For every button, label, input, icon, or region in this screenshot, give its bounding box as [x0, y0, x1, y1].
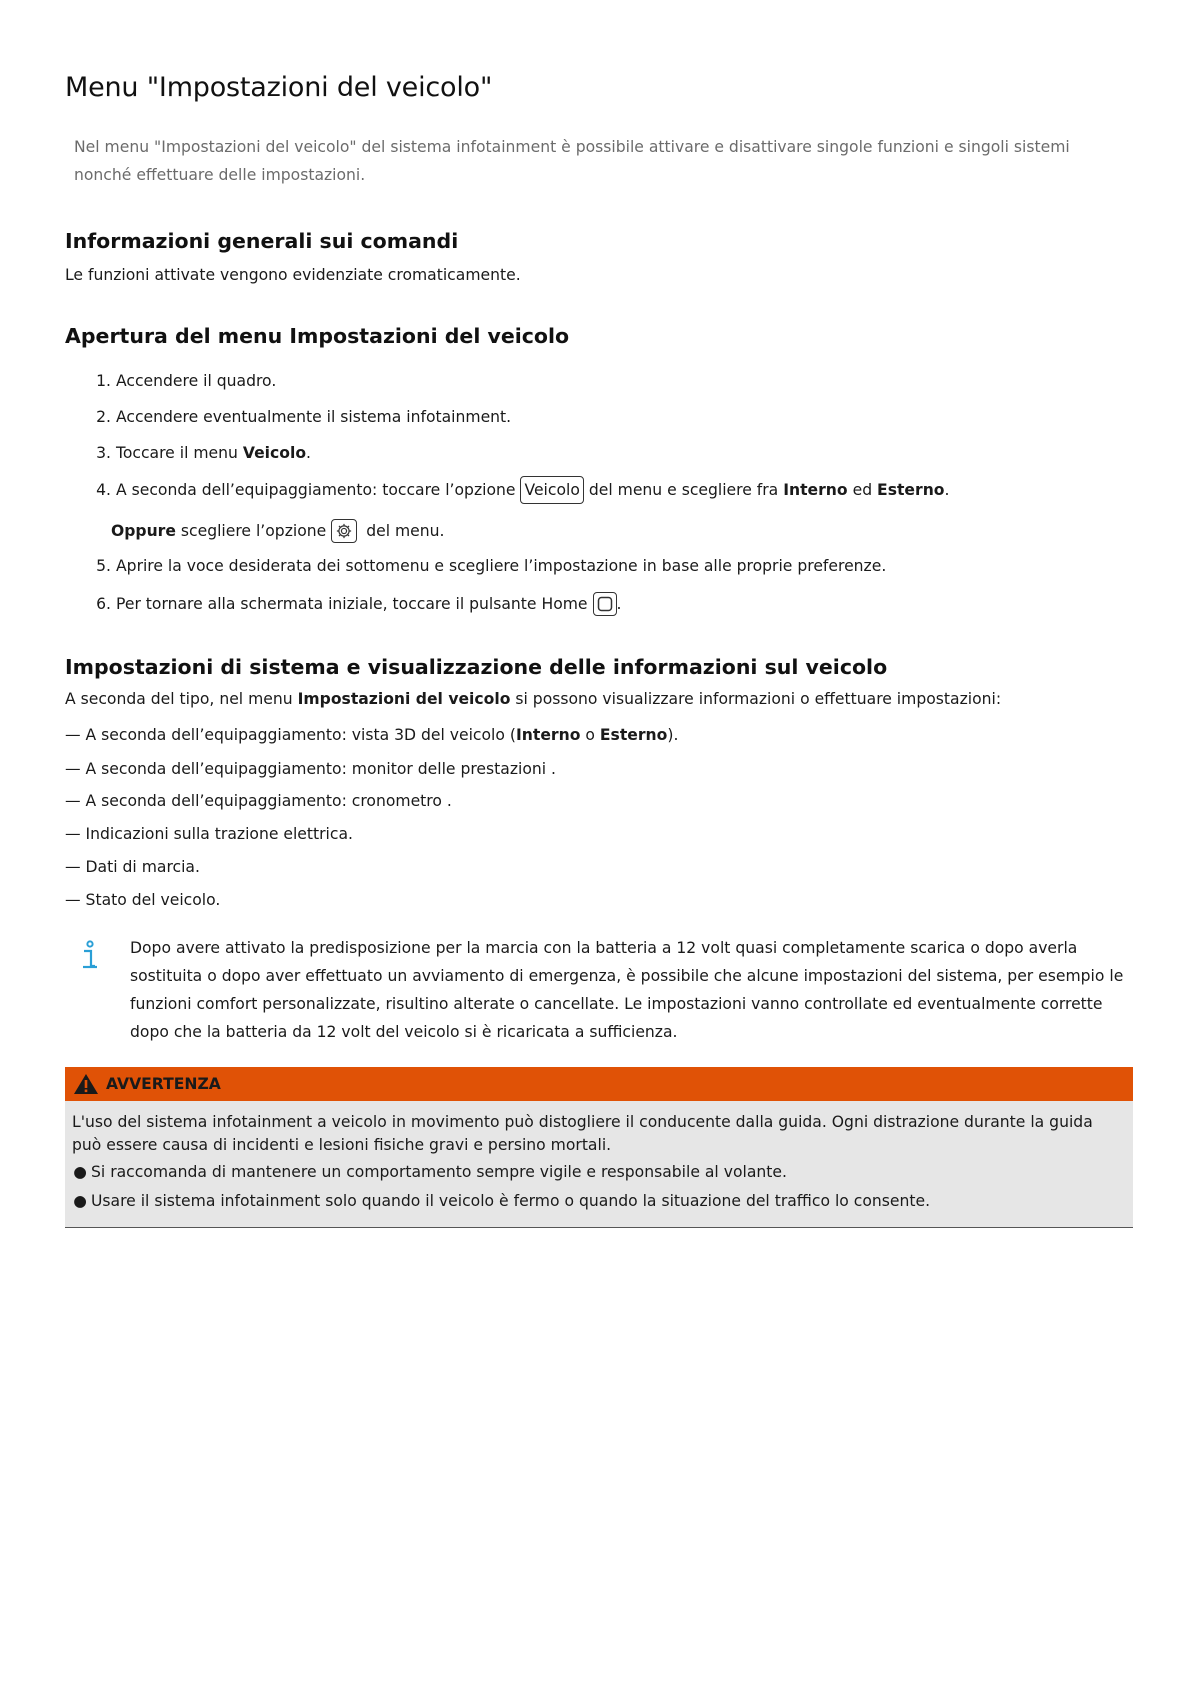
step-item: 2. Accendere eventualmente il sistema infotainment.	[96, 408, 512, 426]
step-alternative: Oppure scegliere l’opzione del menu.	[111, 519, 445, 543]
veicolo-menu-button: Veicolo	[520, 476, 583, 504]
step-item: 4. A seconda dell’equipaggiamento: toccare l’opzione Veicolo del menu e scegliere fra Interno ed Esterno .	[89, 476, 950, 504]
warning-bullet: ● Usare il sistema infotainment solo quando il veicolo è fermo o quando la situazione del traffico lo consente.	[73, 1192, 931, 1210]
intro-text: Nel menu "Impostazioni del veicolo" del sistema infotainment è possibile attivare e disattivare singole funzioni e singoli sistemi nonché effettuare delle impostazioni.	[74, 138, 1070, 184]
warning-box	[65, 1067, 1133, 1228]
step-item: 5. Aprire la voce desiderata dei sottomenu e scegliere l’impostazione in base alle proprie preferenze.	[96, 557, 887, 575]
list-item: — A seconda dell’equipaggiamento: cronometro .	[65, 792, 452, 810]
warning-text: L'uso del sistema infotainment a veicolo in movimento può distogliere il conducente dalla guida. Ogni distrazione durante la guida può essere causa di incidenti e lesioni fisiche gravi e persino mortali.	[72, 1113, 1093, 1154]
section-heading-open-menu: Apertura del menu Impostazioni del veicolo	[65, 324, 570, 348]
step-item: 6. Per tornare alla schermata iniziale, toccare il pulsante Home .	[89, 592, 622, 616]
section-general-text: Le funzioni attivate vengono evidenziate cromaticamente.	[65, 266, 521, 284]
list-item: — Dati di marcia.	[65, 858, 200, 876]
page-title: Menu "Impostazioni del veicolo"	[65, 72, 493, 103]
warning-header	[65, 1067, 1133, 1101]
info-icon	[79, 940, 101, 972]
section-system-intro: A seconda del tipo, nel menu Impostazioni del veicolo si possono visualizzare informazioni o effettuare impostazioni:	[65, 690, 1002, 708]
list-item: — A seconda dell’equipaggiamento: vista 3D del veicolo (Interno o Esterno).	[65, 726, 679, 744]
list-item: — A seconda dell’equipaggiamento: monitor delle prestazioni .	[65, 760, 557, 778]
warning-body	[65, 1101, 1133, 1227]
gear-icon	[331, 519, 357, 543]
list-item: — Indicazioni sulla trazione elettrica.	[65, 825, 353, 843]
section-heading-system-settings: Impostazioni di sistema e visualizzazione delle informazioni sul veicolo	[65, 655, 888, 679]
list-item: — Stato del veicolo.	[65, 891, 221, 909]
warning-triangle-icon	[73, 1073, 99, 1095]
warning-bullet: ● Si raccomanda di mantenere un comportamento sempre vigile e responsabile al volante.	[73, 1163, 787, 1181]
home-icon	[593, 592, 617, 616]
step-item: 1. Accendere il quadro.	[96, 372, 277, 390]
section-heading-general: Informazioni generali sui comandi	[65, 229, 459, 253]
info-note: Dopo avere attivato la predisposizione per la marcia con la batteria a 12 volt quasi completamente scarica o dopo averla sostituita o dopo aver effettuato un avviamento di emergenza, è possibile che alcune impostazioni del sistema, per esempio le funzioni comfort personalizzate, risultino alterate o cancellate. Le impostazioni vanno controllate ed eventualmente corrette dopo che la batteria da 12 volt del veicolo si è ricaricata a sufficienza.	[130, 939, 1124, 1041]
step-item: 3. Toccare il menu Veicolo .	[96, 444, 311, 462]
warning-label: AVVERTENZA	[106, 1075, 221, 1093]
